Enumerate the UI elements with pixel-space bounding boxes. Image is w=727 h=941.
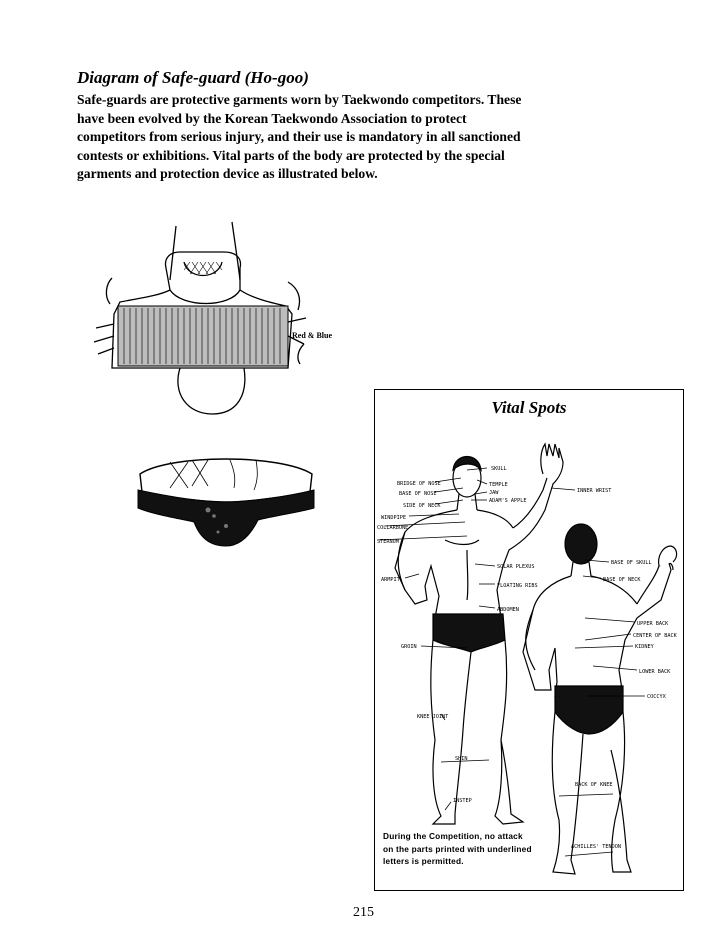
label-upper-back: UPPER BACK: [637, 621, 669, 627]
label-shin: SHIN: [455, 756, 468, 762]
label-solar-plexus: SOLAR PLEXUS: [497, 564, 535, 570]
label-base-of-neck: BASE OF NECK: [603, 577, 641, 583]
label-groin: GROIN: [401, 644, 417, 650]
vital-spots-figures: [375, 390, 685, 892]
label-bridge-of-nose: BRIDGE OF NOSE: [397, 481, 441, 487]
label-skull: SKULL: [491, 466, 507, 472]
label-achilles-tendon: ACHILLES' TENDON: [571, 844, 621, 850]
label-jaw: JAW: [489, 490, 499, 496]
label-armpit: ARMPIT: [381, 577, 400, 583]
label-instep: INSTEP: [453, 798, 472, 804]
label-windpipe: WINDPIPE: [381, 515, 406, 521]
label-floating-ribs: FLOATING RIBS: [497, 583, 538, 589]
label-lower-back: LOWER BACK: [639, 669, 671, 675]
label-collarbone: COLLARBONE: [377, 525, 409, 531]
competition-notice: During the Competition, no attack on the parts printed with underlined letters is permitted.: [383, 831, 532, 866]
vest-color-label: Red & Blue: [292, 331, 332, 340]
label-abdomen: ABDOMEN: [497, 607, 519, 613]
page-heading: Diagram of Safe-guard (Ho-goo): [77, 68, 309, 87]
label-adams-apple: ADAM'S APPLE: [489, 498, 527, 504]
label-sternum: STERNUM: [377, 539, 399, 545]
vital-spots-panel: [374, 389, 684, 891]
label-base-of-skull: BASE OF SKULL: [611, 560, 652, 566]
label-temple: TEMPLE: [489, 482, 508, 488]
label-center-of-back: CENTER OF BACK: [633, 633, 677, 639]
chest-protector-illustration: [92, 218, 352, 423]
label-back-of-knee: BACK OF KNEE: [575, 782, 613, 788]
label-inner-wrist: INNER WRIST: [577, 488, 612, 494]
groin-guard-illustration: [130, 440, 320, 550]
label-kidney: KIDNEY: [635, 644, 654, 650]
front-figure: [395, 444, 563, 824]
label-base-of-nose: BASE OF NOSE: [399, 491, 437, 497]
intro-paragraph: Safe-guards are protective garments worn by Taekwondo competitors. These have been evolved by the Korean Taekwondo Association to protect competitors from serious injury, and their use is mandatory in all sanctioned contests or exhibitions. Vital parts of the body are protected by the special garments and protection device as illustrated below.: [77, 92, 522, 182]
page-number: 215: [353, 905, 374, 920]
label-side-of-neck: SIDE OF NECK: [403, 503, 441, 509]
label-coccyx: COCCYX: [647, 694, 666, 700]
label-knee-joint: KNEE JOINT: [417, 714, 449, 720]
vital-spots-title: Vital Spots: [491, 398, 567, 417]
